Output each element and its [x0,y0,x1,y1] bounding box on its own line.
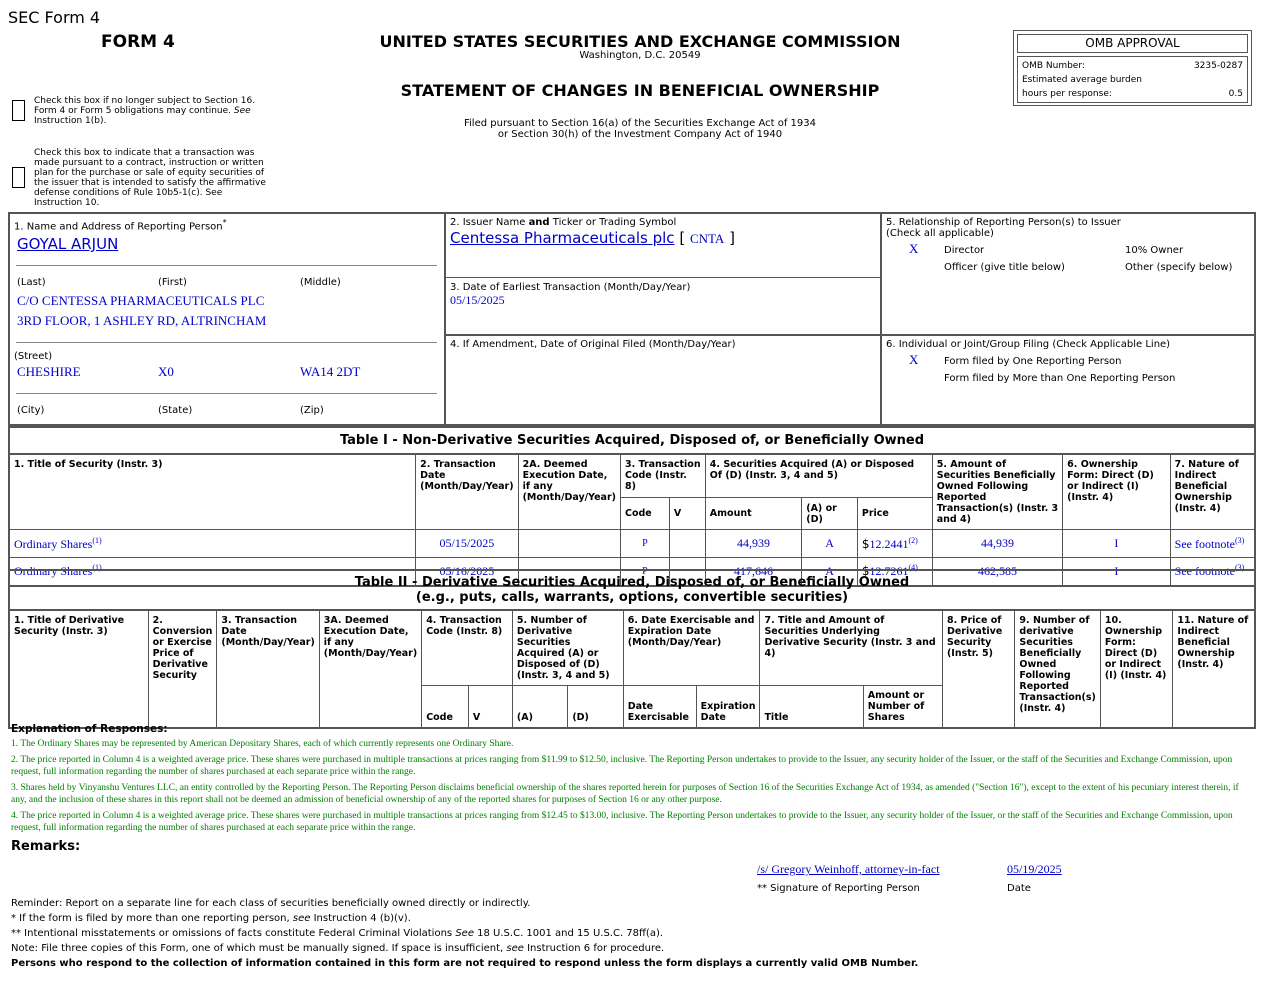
t2-sub-date-exercisable: Date Exercisable [623,686,696,729]
ticker-open-bracket: [ [679,229,686,247]
signature-link[interactable]: /s/ Gregory Weinhoff, attorney-in-fact [757,862,940,876]
form-label: FORM 4 [101,32,175,52]
t1-r0-form: I [1063,530,1170,558]
t1-r0-ad: A [802,530,858,558]
date-label: Date [1007,883,1031,894]
t1-col-securities: 4. Securities Acquired (A) or Disposed Of (D) (Instr. 3, 4 and 5) [705,454,932,498]
omb-approval-box [1013,30,1252,106]
t1-col-date: 2. Transaction Date (Month/Day/Year) [416,454,518,530]
relationship-label-2: (Check all applicable) [886,228,994,239]
t2-col-conversion: 2. Conversion or Exercise Price of Derivative Security [148,610,217,728]
footnote-2: 2. The price reported in Column 4 is a weighted average price. These shares were purchased in multiple transactions at prices ranging from $11.99 to $12.50, inclusive. The Reporting Person undertakes to provide to the Issuer, any security holder of the Issuer, or the staff of the Securities and Exchange Commission, upon request, full information regarding the number of shares purchased at each separate price within the range. [11,755,1233,777]
reporting-star: * [222,218,227,227]
city-value: CHESHIRE [17,364,81,379]
omb-burden-label-1: Estimated average burden [1022,75,1142,85]
t1-r0-code: P [620,530,669,558]
issuer-label-a: 2. Issuer Name [450,217,526,228]
table-2-derivative [8,569,1256,729]
t1-r0-amount: 44,939 [705,530,801,558]
explanation-label: Explanation of Responses: [11,723,168,735]
footnote-1: 1. The Ordinary Shares may be represented by American Depositary Shares, each of which currently represents one Ordinary Share. [11,739,514,749]
director-label: Director [944,245,985,256]
amendment-label: 4. If Amendment, Date of Original Filed (Month/Day/Year) [450,339,736,350]
rule-10b5-1-text: Check this box to indicate that a transaction was made pursuant to a contract, instruction or written plan for the purchase or sale of equity securities of the issuer that is intended to satisfy the affirmative defense conditions of Rule 10b5-1(c). See Instruction 10. [34,148,266,208]
agency: UNITED STATES SECURITIES AND EXCHANGE COMMISSION [379,32,901,51]
t1-r1-code: P [620,558,669,586]
filed-line-1: Filed pursuant to Section 16(a) of the Securities Exchange Act of 1934 [464,118,816,129]
one-person-mark[interactable]: X [909,352,919,367]
t2-sub-v: V [468,686,512,729]
check1-text-b: Instruction 1(b). [34,116,107,126]
t2-sub-d: (D) [568,686,623,729]
t2-col-underlying: 7. Title and Amount of Securities Underlying Derivative Security (Instr. 3 and 4) [760,610,943,686]
statement-title: STATEMENT OF CHANGES IN BENEFICIAL OWNERSHIP [400,81,880,100]
t1-r0-price: $12.2441$^{(2)}$ [857,530,932,558]
omb-details [1017,56,1248,103]
t1-r1-amount: 417,646 [705,558,801,586]
t1-col-ownership-form: 6. Ownership Form: Direct (D) or Indirect (I) (Instr. 4) [1063,454,1170,530]
ticker-symbol: CNTA [689,231,725,246]
omb-burden-label-2: hours per response: [1022,89,1112,99]
footnote-3: 3. Shares held by Vinyanshu Ventures LLC, an entity controlled by the Reporting Person. The Reporting Person disclaims beneficial ownership of the shares reported herein for purposes of Section 16 of the Securities Exchange Act of 1934, as amended ("Section 16"), except to the extent of his pecuniary interest therein, if any, and the inclusion of these shares in this report shall not be deemed an admission of beneficial ownership of any of the reported shares for purposes of Section 16 or any other purpose. [11,783,1239,805]
t2-col-date: 3. Transaction Date (Month/Day/Year) [217,610,319,728]
t1-r0-date: 05/15/2025 [416,530,518,558]
issuer-label-b: Ticker or Trading Symbol [552,217,677,228]
omb-number-value: 3235-0287 [1193,61,1243,71]
director-mark[interactable]: X [909,241,919,256]
state-value: X0 [158,364,174,379]
footnote-4: 4. The price reported in Column 4 is a weighted average price. These shares were purchased in multiple transactions at prices ranging from $12.45 to $13.00, inclusive. The Reporting Person undertakes to provide to the Issuer, any security holder of the Issuer, or the staff of the Securities and Exchange Commission, upon request, full information regarding the number of shares purchased at each separate price within the range. [11,811,1233,833]
issuer-name-link[interactable]: Centessa Pharmaceuticals plc [450,229,675,247]
signature-label: ** Signature of Reporting Person [757,883,920,894]
t1-r1-owned: 462,585 [932,558,1062,586]
t1-r1-ad: A [802,558,858,586]
more-persons-label: Form filed by More than One Reporting Person [944,373,1176,384]
state-label: (State) [158,405,193,416]
reminder-1: Reminder: Report on a separate line for each class of securities beneficially owned directly or indirectly. [11,898,531,909]
no-longer-subject-text [34,96,264,126]
reporting-person-label [14,218,227,232]
t2-sub-a: (A) [512,686,567,729]
t1-r0-nature: See footnote$^{(3)}$ [1170,530,1255,558]
issuer-label-and: and [528,217,550,228]
first-label: (First) [158,277,187,288]
omb-title: OMB APPROVAL [1017,34,1248,53]
t2-col-deemed: 3A. Deemed Execution Date, if any (Month/Day/Year) [319,610,421,728]
t1-r1-title: Ordinary Shares$^{(1)}$ [9,558,416,586]
address-line-2: 3RD FLOOR, 1 ASHLEY RD, ALTRINCHAM [17,313,267,328]
t1-r0-title: Ordinary Shares$^{(1)}$ [9,530,416,558]
t1-r1-form: I [1063,558,1170,586]
omb-number-label: OMB Number: [1022,61,1085,71]
t2-col-nature: 11. Nature of Indirect Beneficial Ownership (Instr. 4) [1173,610,1255,728]
reminder-2: * If the form is filed by more than one reporting person, see Instruction 4 (b)(v). [11,913,411,924]
t1-col-title: 1. Title of Security (Instr. 3) [9,454,416,530]
middle-label: (Middle) [300,277,341,288]
t2-col-number: 5. Number of Derivative Securities Acquired (A) or Disposed of (D) (Instr. 3, 4 and 5) [512,610,623,686]
t1-sub-amount: Amount [705,498,801,530]
last-label: (Last) [17,277,46,288]
table-row [9,530,1255,558]
table-1-title: Table I - Non-Derivative Securities Acquired, Disposed of, or Beneficially Owned [9,427,1255,454]
t1-r0-v [669,530,705,558]
reminder-5: Persons who respond to the collection of information contained in this form are not required to respond unless the form displays a currently valid OMB Number. [11,958,919,969]
t2-col-price: 8. Price of Derivative Security (Instr. 5) [942,610,1014,728]
t2-col-code: 4. Transaction Code (Instr. 8) [422,610,513,686]
t2-sub-title: Title [760,686,863,729]
rule-10b5-1-checkbox[interactable] [12,167,25,188]
ten-percent-owner-label: 10% Owner [1125,245,1184,256]
issuer-label [450,217,676,228]
table-2-title [9,570,1255,610]
t2-col-title: 1. Title of Derivative Security (Instr. 3) [9,610,148,728]
earliest-transaction-value: 05/15/2025 [450,293,505,307]
t1-sub-code: Code [620,498,669,530]
check1-see: See [233,106,251,116]
street-label: (Street) [14,351,53,362]
signature-date-link[interactable]: 05/19/2025 [1007,862,1062,876]
zip-value: WA14 2DT [300,364,361,379]
ticker-close-bracket: ] [729,229,735,247]
earliest-transaction-label: 3. Date of Earliest Transaction (Month/Day/Year) [450,282,691,293]
t2-sub-code: Code [422,686,469,729]
reporting-person-name-link[interactable]: GOYAL ARJUN [17,235,119,253]
no-longer-subject-checkbox[interactable] [12,100,25,121]
t1-col-code: 3. Transaction Code (Instr. 8) [620,454,705,498]
officer-label: Officer (give title below) [944,262,1065,273]
relationship-label-1: 5. Relationship of Reporting Person(s) to Issuer [886,217,1121,228]
doc-title: SEC Form 4 [8,8,101,27]
t1-sub-price: Price [857,498,932,530]
filed-line-2: or Section 30(h) of the Investment Company Act of 1940 [497,129,783,140]
zip-label: (Zip) [300,405,324,416]
remarks-label: Remarks: [11,839,81,854]
t1-col-nature: 7. Nature of Indirect Beneficial Ownership (Instr. 4) [1170,454,1255,530]
t2-sub-expiration: Expiration Date [696,686,760,729]
t1-r1-price: $12.7261$^{(4)}$ [857,558,932,586]
check1-text-a: Check this box if no longer subject to Section 16. Form 4 or Form 5 obligations may continue. [34,96,256,116]
reminder-3: ** Intentional misstatements or omissions of facts constitute Federal Criminal Violations See 18 U.S.C. 1001 and 15 U.S.C. 78ff(a). [11,928,664,939]
reminder-4: Note: File three copies of this Form, one of which must be manually signed. If space is insufficient, see Instruction 6 for procedure. [11,943,665,954]
t2-col-exercisable: 6. Date Exercisable and Expiration Date (Month/Day/Year) [623,610,760,686]
table-2-title-2: (e.g., puts, calls, warrants, options, convertible securities) [415,590,849,605]
t1-col-amount-owned: 5. Amount of Securities Beneficially Owned Following Reported Transaction(s) (Instr. 3 and 4) [932,454,1062,530]
t1-col-deemed: 2A. Deemed Execution Date, if any (Month/Day/Year) [518,454,620,530]
t2-col-owned: 9. Number of derivative Securities Beneficially Owned Following Reported Transaction(s) (Instr. 4) [1015,610,1100,728]
t1-r0-owned: 44,939 [932,530,1062,558]
t2-col-ownership-form: 10. Ownership Form: Direct (D) or Indirect (I) (Instr. 4) [1100,610,1173,728]
t1-r1-nature: See footnote$^{(3)}$ [1170,558,1255,586]
t1-r0-deemed [518,530,620,558]
t2-sub-amount: Amount or Number of Shares [863,686,942,729]
table-2-title-1: Table II - Derivative Securities Acquired, Disposed of, or Beneficially Owned [354,575,910,590]
t1-sub-a-or-d: (A) or (D) [802,498,858,530]
filing-label: 6. Individual or Joint/Group Filing (Check Applicable Line) [886,339,1171,350]
city-label: (City) [17,405,45,416]
table-1-non-derivative [8,426,1256,587]
t1-r1-date: 05/16/2025 [416,558,518,586]
reporting-label: 1. Name and Address of Reporting Person [14,221,223,233]
other-label: Other (specify below) [1125,262,1233,273]
t1-sub-v: V [669,498,705,530]
one-person-label: Form filed by One Reporting Person [944,356,1122,367]
agency-location: Washington, D.C. 20549 [579,50,701,61]
issuer-line [450,229,735,247]
address-line-1: C/O CENTESSA PHARMACEUTICALS PLC [17,293,265,308]
omb-burden-value: 0.5 [1228,89,1243,99]
